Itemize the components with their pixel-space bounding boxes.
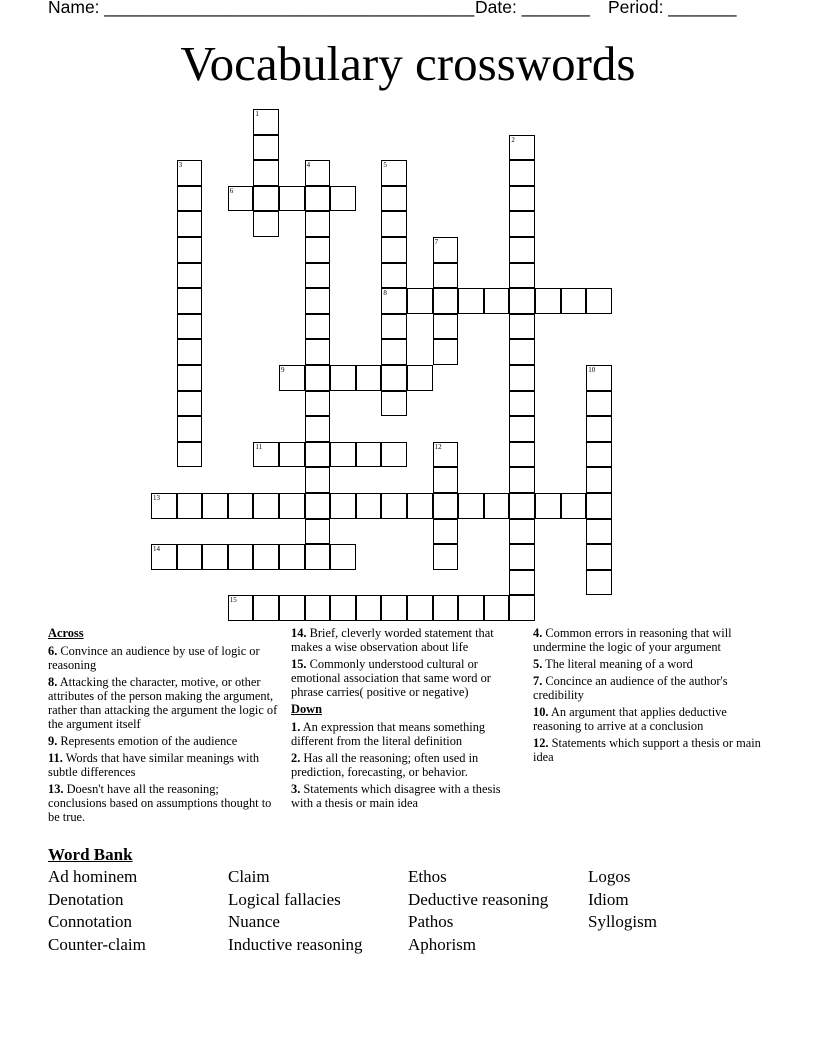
word-bank-item: Inductive reasoning	[228, 934, 363, 954]
clue-down-1: 1. An expression that means something different from the literal definition	[291, 720, 486, 748]
crossword-cell[interactable]	[509, 442, 535, 468]
crossword-cell[interactable]	[305, 339, 331, 365]
clue-number: 2	[511, 135, 515, 144]
crossword-cell[interactable]	[177, 365, 203, 391]
crossword-cell[interactable]	[433, 493, 459, 519]
crossword-cell[interactable]	[509, 237, 535, 263]
clue-number: 5	[383, 161, 387, 170]
across-heading: Across	[48, 626, 84, 640]
page-title: Vocabulary crosswords	[180, 36, 636, 91]
crossword-cell[interactable]	[279, 365, 305, 391]
crossword-cell[interactable]	[407, 365, 433, 391]
crossword-cell[interactable]	[356, 365, 382, 391]
clue-down-2: 2. Has all the reasoning; often used in prediction, forecasting, or behavior.	[291, 751, 479, 779]
clue-down-3: 3. Statements which disagree with a thesis with a thesis or main idea	[291, 782, 501, 810]
crossword-cell[interactable]	[305, 493, 331, 519]
clue-down-12: 12. Statements which support a thesis or main idea	[533, 736, 761, 764]
clue-number: 9	[281, 366, 285, 374]
clue-across-13: 13. Doesn't have all the reasoning; conclusions based on assumptions thought to be true.	[48, 782, 272, 824]
clue-down-5: 5. The literal meaning of a word	[533, 657, 693, 671]
crossword-cell[interactable]	[381, 595, 407, 621]
crossword-cell[interactable]	[381, 493, 407, 519]
crossword-cell[interactable]	[433, 442, 459, 468]
crossword-cell[interactable]	[484, 493, 510, 519]
clue-across-11: 11. Words that have similar meanings with subtle differences	[48, 751, 260, 779]
crossword-cell[interactable]	[509, 365, 535, 391]
crossword-cell[interactable]	[305, 288, 331, 314]
crossword-cell[interactable]	[586, 467, 612, 493]
crossword-cell[interactable]	[356, 442, 382, 468]
crossword-cell[interactable]	[509, 416, 535, 442]
date-field[interactable]: Date: _______	[475, 0, 590, 17]
crossword-cell[interactable]	[305, 186, 331, 212]
crossword-cell[interactable]	[177, 544, 203, 570]
crossword-cell[interactable]	[305, 391, 331, 417]
crossword-cell[interactable]	[253, 544, 279, 570]
crossword-cell[interactable]	[305, 442, 331, 468]
word-bank-item: Syllogism	[588, 912, 657, 932]
crossword-cell[interactable]	[561, 493, 587, 519]
crossword-cell[interactable]	[381, 391, 407, 417]
clue-number: 6	[229, 186, 234, 195]
crossword-cell[interactable]	[253, 493, 279, 519]
crossword-cell[interactable]	[279, 442, 305, 468]
clue-number: 10	[588, 366, 596, 374]
crossword-cell[interactable]	[177, 263, 203, 289]
name-field[interactable]: Name: ______________________________________	[48, 0, 475, 17]
crossword-cell[interactable]	[305, 237, 331, 263]
crossword-cell[interactable]	[433, 339, 459, 365]
crossword-cell[interactable]	[330, 365, 356, 391]
clue-number: 1	[255, 110, 259, 118]
crossword-cell[interactable]	[509, 519, 535, 545]
clue-number: 14	[153, 545, 160, 554]
clue-number: 13	[153, 494, 160, 502]
crossword-cell[interactable]	[177, 160, 203, 186]
crossword-cell[interactable]	[509, 595, 535, 621]
crossword-cell[interactable]	[177, 391, 203, 417]
word-bank-item: Logos	[588, 867, 631, 886]
crossword-cell[interactable]	[433, 237, 459, 263]
crossword-cell[interactable]	[407, 595, 433, 621]
crossword-cell[interactable]	[305, 467, 331, 493]
clue-number: 12	[434, 442, 442, 451]
crossword-cell[interactable]	[433, 595, 459, 621]
crossword-cell[interactable]	[509, 211, 535, 237]
crossword-cell[interactable]	[586, 493, 612, 519]
crossword-cell[interactable]	[305, 365, 331, 391]
word-bank-item: Denotation	[48, 889, 124, 909]
crossword-cell[interactable]	[228, 493, 254, 519]
word-bank-item: Connotation	[48, 912, 133, 932]
crossword-cell[interactable]	[228, 186, 254, 212]
crossword-cell[interactable]	[509, 160, 535, 186]
clues-column-1	[48, 626, 280, 827]
crossword-cell[interactable]	[305, 314, 331, 340]
word-bank-item: Logical fallacies	[228, 889, 341, 909]
clue-across-14: 14. Brief, cleverly worded statement that makes a wise observation about life	[291, 626, 494, 654]
crossword-cell[interactable]	[253, 160, 279, 186]
crossword-cell[interactable]	[381, 160, 407, 186]
crossword-cell[interactable]	[535, 288, 561, 314]
word-bank-item: Pathos	[408, 912, 454, 932]
crossword-cell[interactable]	[509, 391, 535, 417]
clue-down-7: 7. Concince an audience of the author's credibility	[533, 674, 728, 702]
down-heading: Down	[291, 702, 322, 716]
crossword-cell[interactable]	[228, 544, 254, 570]
crossword-cell[interactable]	[177, 493, 203, 519]
crossword-cell[interactable]	[433, 288, 459, 314]
clue-number: 3	[178, 161, 183, 170]
crossword-cell[interactable]	[381, 314, 407, 340]
crossword-cell[interactable]	[586, 519, 612, 545]
word-bank-item: Idiom	[588, 889, 629, 909]
word-bank-item: Counter-claim	[48, 934, 146, 954]
crossword-cell[interactable]	[279, 544, 305, 570]
crossword-cell[interactable]	[228, 595, 254, 621]
word-bank-title: Word Bank	[48, 845, 133, 864]
crossword-cell[interactable]	[381, 186, 407, 212]
clue-down-4: 4. Common errors in reasoning that will undermine the logic of your argument	[533, 626, 732, 654]
clue-number: 4	[306, 161, 311, 170]
crossword-cell[interactable]	[458, 493, 484, 519]
clue-number: 15	[229, 596, 237, 605]
crossword-cell[interactable]	[381, 365, 407, 391]
crossword-cell[interactable]	[586, 442, 612, 468]
crossword-cell[interactable]	[586, 570, 612, 596]
crossword-cell[interactable]	[330, 186, 356, 212]
word-bank-item: Claim	[228, 867, 270, 886]
crossword-cell[interactable]	[356, 493, 382, 519]
crossword-cell[interactable]	[433, 314, 459, 340]
crossword-cell[interactable]	[381, 263, 407, 289]
clue-number: 7	[434, 238, 439, 246]
crossword-cell[interactable]	[151, 544, 177, 570]
crossword-cell[interactable]	[407, 288, 433, 314]
word-bank-item: Ethos	[408, 867, 447, 886]
crossword-cell[interactable]	[253, 442, 279, 468]
crossword-cell[interactable]	[509, 493, 535, 519]
clue-down-10: 10. An argument that applies deductive reasoning to arrive at a conclusion	[533, 705, 727, 733]
crossword-cell[interactable]	[305, 211, 331, 237]
crossword-cell[interactable]	[177, 416, 203, 442]
word-bank-item: Aphorism	[408, 934, 476, 954]
crossword-cell[interactable]	[509, 263, 535, 289]
crossword-cell[interactable]	[433, 519, 459, 545]
crossword-cell[interactable]	[381, 339, 407, 365]
crossword-cell[interactable]	[381, 288, 407, 314]
crossword-grid	[151, 109, 615, 625]
crossword-cell[interactable]	[177, 186, 203, 212]
crossword-cell[interactable]	[381, 237, 407, 263]
crossword-cell[interactable]	[253, 595, 279, 621]
crossword-cell[interactable]	[305, 416, 331, 442]
crossword-cell[interactable]	[509, 186, 535, 212]
clue-number: 8	[383, 289, 387, 298]
crossword-cell[interactable]	[305, 263, 331, 289]
crossword-cell[interactable]	[279, 595, 305, 621]
crossword-cell[interactable]	[586, 365, 612, 391]
crossword-cell[interactable]	[151, 493, 177, 519]
crossword-cell[interactable]	[458, 595, 484, 621]
crossword-cell[interactable]	[253, 211, 279, 237]
crossword-cell[interactable]	[177, 339, 203, 365]
crossword-cell[interactable]	[202, 544, 228, 570]
word-bank-item: Ad hominem	[48, 867, 138, 886]
clue-across-6: 6. Convince an audience by use of logic or reasoning	[48, 644, 260, 672]
crossword-cell[interactable]	[279, 186, 305, 212]
crossword-cell[interactable]	[305, 519, 331, 545]
word-bank-item: Deductive reasoning	[408, 889, 549, 909]
crossword-cell[interactable]	[177, 237, 203, 263]
crossword-cell[interactable]	[381, 442, 407, 468]
crossword-cell[interactable]	[509, 314, 535, 340]
crossword-cell[interactable]	[586, 391, 612, 417]
clues-column-3	[533, 626, 765, 767]
crossword-cell[interactable]	[484, 288, 510, 314]
crossword-cell[interactable]	[279, 493, 305, 519]
crossword-cell[interactable]	[330, 595, 356, 621]
clue-across-8: 8. Attacking the character, motive, or other attributes of the person making the argument, rather than attacking the argument the logic of the argument itself	[48, 675, 278, 731]
crossword-cell[interactable]	[509, 544, 535, 570]
crossword-cell[interactable]	[253, 135, 279, 161]
crossword-cell[interactable]	[433, 263, 459, 289]
period-field[interactable]: Period: _______	[608, 0, 737, 17]
crossword-cell[interactable]	[407, 493, 433, 519]
crossword-cell[interactable]	[381, 211, 407, 237]
clue-number: 11	[255, 442, 263, 451]
crossword-cell[interactable]	[561, 288, 587, 314]
crossword-cell[interactable]	[509, 467, 535, 493]
crossword-cell[interactable]	[330, 493, 356, 519]
crossword-cell[interactable]	[586, 288, 612, 314]
crossword-cell[interactable]	[253, 186, 279, 212]
crossword-cell[interactable]	[177, 442, 203, 468]
crossword-cell[interactable]	[330, 544, 356, 570]
crossword-cell[interactable]	[509, 288, 535, 314]
clue-across-9: 9. Represents emotion of the audience	[48, 734, 238, 748]
crossword-cell[interactable]	[177, 314, 203, 340]
clue-across-15: 15. Commonly understood cultural or emotional association that same word or phrase carries( positive or negative)	[291, 657, 491, 699]
crossword-cell[interactable]	[305, 595, 331, 621]
crossword-cell[interactable]	[586, 416, 612, 442]
crossword-cell[interactable]	[253, 109, 279, 135]
crossword-cell[interactable]	[509, 570, 535, 596]
clues-column-2	[291, 626, 523, 813]
crossword-cell[interactable]	[202, 493, 228, 519]
crossword-cell[interactable]	[177, 211, 203, 237]
crossword-cell[interactable]	[509, 339, 535, 365]
crossword-cell[interactable]	[535, 493, 561, 519]
crossword-cell[interactable]	[356, 595, 382, 621]
crossword-cell[interactable]	[509, 135, 535, 161]
crossword-cell[interactable]	[305, 160, 331, 186]
word-bank-item: Nuance	[228, 912, 280, 932]
crossword-cell[interactable]	[177, 288, 203, 314]
crossword-cell[interactable]	[484, 595, 510, 621]
crossword-cell[interactable]	[305, 544, 331, 570]
crossword-cell[interactable]	[586, 544, 612, 570]
crossword-cell[interactable]	[433, 467, 459, 493]
crossword-cell[interactable]	[330, 442, 356, 468]
crossword-cell[interactable]	[458, 288, 484, 314]
crossword-cell[interactable]	[433, 544, 459, 570]
